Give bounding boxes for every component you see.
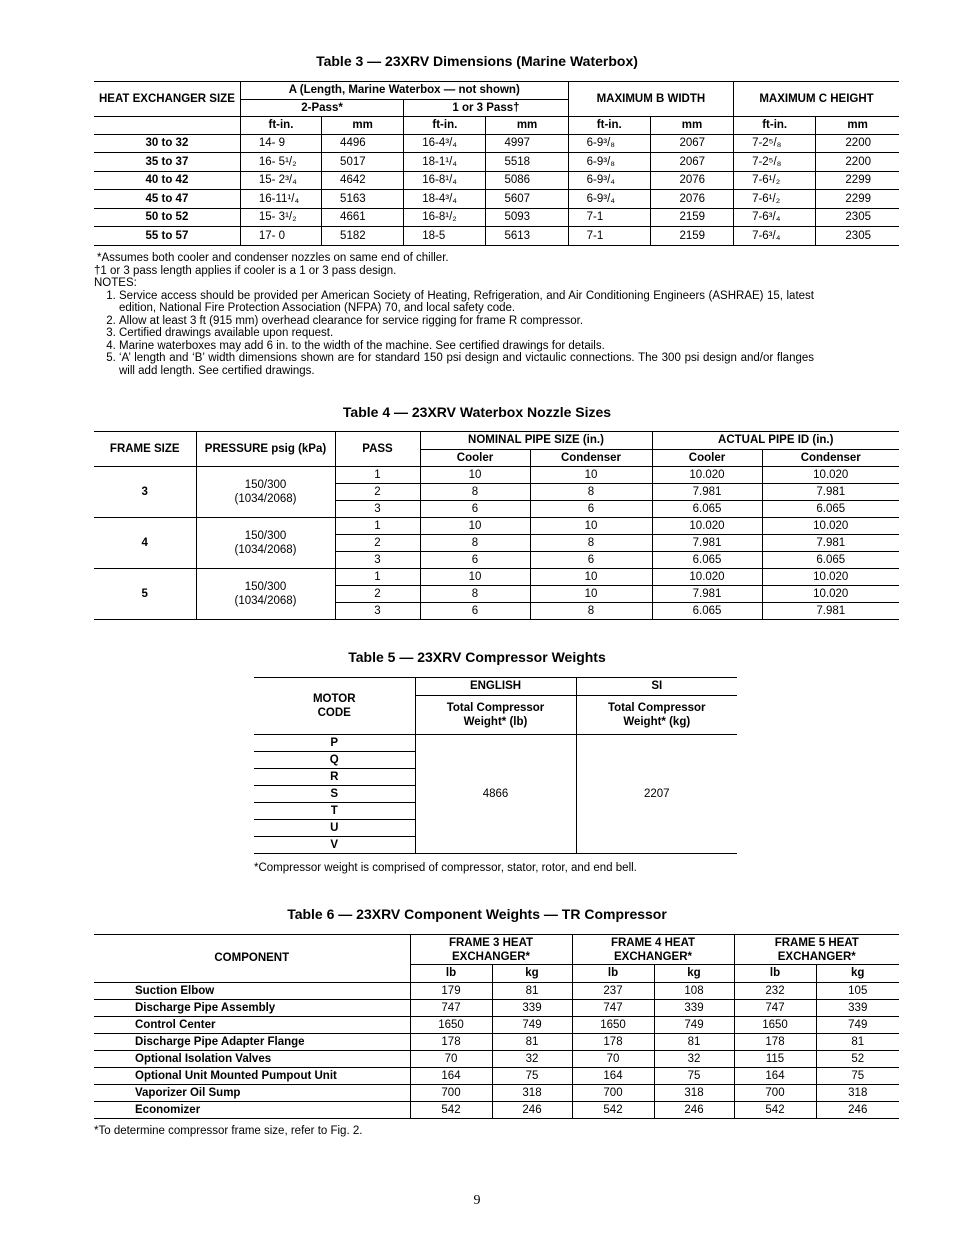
f4-kg-cell: 108	[654, 982, 734, 999]
f4-lb-cell: 178	[572, 1033, 654, 1050]
header-heat-exchanger-size: HEAT EXCHANGER SIZE	[98, 93, 235, 105]
component-name-cell: Discharge Pipe Assembly	[94, 999, 410, 1016]
pressure-psig: 150/300	[244, 479, 287, 491]
a13-ftin-cell: 16-8¹/₄	[404, 171, 486, 190]
c-mm-cell: 2200	[816, 153, 899, 172]
header-mm: mm	[486, 117, 568, 135]
pass-cell: 2	[335, 586, 420, 603]
motor-code-cell: R	[254, 768, 415, 785]
header-actual-condenser: Condenser	[762, 449, 899, 467]
table-row	[94, 518, 899, 535]
a2-mm-cell: 4496	[322, 134, 404, 153]
weight-lb-cell: 4866	[415, 734, 576, 853]
nominal-condenser-cell: 10	[530, 586, 652, 603]
f3-lb-cell: 700	[410, 1084, 492, 1101]
table-row	[94, 171, 899, 190]
table-row	[94, 1101, 899, 1118]
f4-kg-cell: 246	[654, 1101, 734, 1118]
c-mm-cell: 2305	[816, 208, 899, 227]
header-actual-cooler: Cooler	[652, 449, 762, 467]
f5-lb-cell: 747	[734, 999, 816, 1016]
f5-lb-cell: 1650	[734, 1016, 816, 1033]
header-nominal-cooler: Cooler	[420, 449, 530, 467]
component-name-cell: Discharge Pipe Adapter Flange	[94, 1033, 410, 1050]
f3-kg-cell: 339	[492, 999, 572, 1016]
header-pass: PASS	[335, 432, 420, 467]
size-cell: 30 to 32	[94, 134, 240, 153]
f4-lb-cell: 70	[572, 1050, 654, 1067]
nominal-cooler-cell: 8	[420, 484, 530, 501]
a2-mm-cell: 5182	[322, 227, 404, 246]
header-nominal-condenser: Condenser	[530, 449, 652, 467]
header-actual-pipe-id: ACTUAL PIPE ID (in.)	[652, 432, 899, 450]
actual-condenser-cell: 10.020	[762, 518, 899, 535]
pass-cell: 3	[335, 552, 420, 569]
a2-ftin-cell: 16-11¹/₄	[240, 190, 321, 209]
size-cell: 45 to 47	[94, 190, 240, 209]
header-mm: mm	[816, 117, 899, 135]
pressure-kpa: (1034/2068)	[234, 544, 297, 556]
actual-cooler-cell: 7.981	[652, 484, 762, 501]
pressure-cell	[196, 518, 335, 569]
actual-condenser-cell: 10.020	[762, 569, 899, 586]
nominal-condenser-cell: 6	[530, 501, 652, 518]
f3-lb-cell: 70	[410, 1050, 492, 1067]
frame-size-cell: 5	[141, 588, 148, 600]
size-cell: 40 to 42	[94, 171, 240, 190]
table-row	[94, 467, 899, 484]
motor-code-cell: U	[254, 819, 415, 836]
c-ftin-cell: 7-2⁵/₈	[734, 134, 816, 153]
nominal-condenser-cell: 10	[530, 569, 652, 586]
f5-kg-cell: 105	[816, 982, 899, 999]
nominal-condenser-cell: 10	[530, 518, 652, 535]
b-ftin-cell: 7-1	[568, 227, 650, 246]
header-frame4	[572, 935, 734, 965]
motor-code-cell: S	[254, 785, 415, 802]
header-max-b-width: MAXIMUM B WIDTH	[568, 82, 733, 117]
motor-code-cell: T	[254, 802, 415, 819]
header-a-length: A (Length, Marine Waterbox — not shown)	[240, 82, 568, 100]
b-mm-cell: 2076	[650, 190, 733, 209]
c-mm-cell: 2299	[816, 171, 899, 190]
a2-mm-cell: 5017	[322, 153, 404, 172]
f4-lb-cell: 542	[572, 1101, 654, 1118]
table-row	[94, 227, 899, 246]
notes-label: NOTES:	[94, 277, 137, 289]
f3-kg-cell: 75	[492, 1067, 572, 1084]
motor-code-label: MOTOR CODE	[312, 692, 356, 719]
table-row	[94, 1084, 899, 1101]
header-si-weight	[576, 695, 737, 734]
table5-compressor-weights	[254, 677, 737, 854]
table-row	[94, 1050, 899, 1067]
f3-kg-cell: 81	[492, 982, 572, 999]
table4-title: Table 4 — 23XRV Waterbox Nozzle Sizes	[342, 404, 612, 420]
page-number: 9	[473, 1193, 481, 1208]
c-ftin-cell: 7-6³/₄	[734, 227, 816, 246]
c-mm-cell: 2305	[816, 227, 899, 246]
header-kg: kg	[492, 965, 572, 983]
b-mm-cell: 2159	[650, 208, 733, 227]
a13-ftin-cell: 16-4³/₄	[404, 134, 486, 153]
motor-code-cell: Q	[254, 751, 415, 768]
f3-lb-cell: 164	[410, 1067, 492, 1084]
nominal-condenser-cell: 6	[530, 552, 652, 569]
actual-cooler-cell: 7.981	[652, 535, 762, 552]
header-frame-size: FRAME SIZE	[94, 432, 196, 467]
f3-kg-cell: 318	[492, 1084, 572, 1101]
a2-mm-cell: 4661	[322, 208, 404, 227]
f3-kg-cell: 246	[492, 1101, 572, 1118]
header-nominal-pipe-size: NOMINAL PIPE SIZE (in.)	[420, 432, 652, 450]
header-frame5	[734, 935, 899, 965]
f5-lb-cell: 700	[734, 1084, 816, 1101]
c-mm-cell: 2200	[816, 134, 899, 153]
note-item: 3. Certified drawings available upon request.	[119, 327, 814, 340]
motor-code-cell: P	[254, 734, 415, 751]
actual-cooler-cell: 10.020	[652, 569, 762, 586]
header-one-or-three-pass: 1 or 3 Pass†	[404, 99, 568, 117]
note-item: 4. Marine waterboxes may add 6 in. to the width of the machine. See certified drawings for details.	[119, 340, 814, 353]
header-ft-in: ft-in.	[404, 117, 486, 135]
pass-cell: 3	[335, 501, 420, 518]
f5-lb-cell: 115	[734, 1050, 816, 1067]
a13-mm-cell: 5607	[486, 190, 568, 209]
header-kg: kg	[654, 965, 734, 983]
header-lb: lb	[410, 965, 492, 983]
header-lb: lb	[734, 965, 816, 983]
pressure-cell	[196, 569, 335, 620]
pressure-kpa: (1034/2068)	[234, 493, 297, 505]
header-motor-code	[254, 678, 415, 735]
f3-kg-cell: 749	[492, 1016, 572, 1033]
nominal-cooler-cell: 6	[420, 501, 530, 518]
table6-footnote: *To determine compressor frame size, refer to Fig. 2.	[94, 1125, 363, 1137]
a13-ftin-cell: 18-4³/₄	[404, 190, 486, 209]
a2-ftin-cell: 14- 9	[240, 134, 321, 153]
actual-cooler-cell: 6.065	[652, 552, 762, 569]
table-row	[94, 190, 899, 209]
f4-kg-cell: 32	[654, 1050, 734, 1067]
f4-lb-cell: 700	[572, 1084, 654, 1101]
header-mm: mm	[322, 117, 404, 135]
table3-dimensions	[94, 81, 899, 246]
pass-cell: 1	[335, 467, 420, 484]
table-row	[94, 1033, 899, 1050]
a2-mm-cell: 5163	[322, 190, 404, 209]
component-name-cell: Optional Isolation Valves	[94, 1050, 410, 1067]
b-mm-cell: 2076	[650, 171, 733, 190]
b-ftin-cell: 6-9³/₈	[568, 153, 650, 172]
f5-lb-cell: 178	[734, 1033, 816, 1050]
header-english: ENGLISH	[415, 678, 576, 696]
motor-code-cell: V	[330, 838, 339, 851]
table3-footnote-2: †1 or 3 pass length applies if cooler is a 1 or 3 pass design.	[94, 264, 397, 277]
actual-condenser-cell: 7.981	[762, 535, 899, 552]
size-cell: 35 to 37	[94, 153, 240, 172]
component-name-cell: Control Center	[94, 1016, 410, 1033]
header-mm: mm	[650, 117, 733, 135]
note-item: 2. Allow at least 3 ft (915 mm) overhead clearance for service rigging for frame R compressor.	[119, 315, 814, 328]
actual-cooler-cell: 10.020	[652, 467, 762, 484]
pressure-kpa: (1034/2068)	[234, 595, 297, 607]
header-ft-in: ft-in.	[568, 117, 650, 135]
c-ftin-cell: 7-6³/₄	[734, 208, 816, 227]
header-lb: lb	[572, 965, 654, 983]
nominal-cooler-cell: 8	[420, 586, 530, 603]
a13-mm-cell: 5086	[486, 171, 568, 190]
table3-footnote-1: *Assumes both cooler and condenser nozzles on same end of chiller.	[97, 252, 449, 264]
table6-component-weights	[94, 934, 899, 1119]
f5-kg-cell: 749	[816, 1016, 899, 1033]
pass-cell: 1	[335, 569, 420, 586]
f4-kg-cell: 749	[654, 1016, 734, 1033]
actual-cooler-cell: 6.065	[652, 501, 762, 518]
a13-ftin-cell: 18-1¹/₄	[404, 153, 486, 172]
f3-lb-cell: 1650	[410, 1016, 492, 1033]
a2-ftin-cell: 15- 3¹/₂	[240, 208, 321, 227]
b-mm-cell: 2159	[650, 227, 733, 246]
c-ftin-cell: 7-2⁵/₈	[734, 153, 816, 172]
component-name-cell: Vaporizer Oil Sump	[94, 1084, 410, 1101]
pass-cell: 2	[335, 484, 420, 501]
table-row	[94, 1067, 899, 1084]
header-two-pass: 2-Pass*	[240, 99, 403, 117]
frame-size-cell: 3	[94, 467, 196, 518]
f3-lb-cell: 178	[410, 1033, 492, 1050]
actual-cooler-cell: 10.020	[652, 518, 762, 535]
table-row	[94, 569, 899, 586]
actual-condenser-cell: 7.981	[762, 603, 899, 620]
frame-size-cell: 4	[94, 518, 196, 569]
pass-cell: 3	[335, 603, 420, 620]
table-row	[94, 208, 899, 227]
actual-cooler-cell: 6.065	[652, 603, 762, 620]
header-frame3	[410, 935, 572, 965]
f4-lb-cell: 1650	[572, 1016, 654, 1033]
a13-ftin-cell: 18-5	[404, 227, 486, 246]
nominal-condenser-cell: 8	[530, 535, 652, 552]
b-ftin-cell: 6-9³/₄	[568, 190, 650, 209]
f3-kg-cell: 32	[492, 1050, 572, 1067]
table3-notes	[94, 252, 814, 377]
header-pressure: PRESSURE psig (kPa)	[196, 432, 335, 467]
f4-kg-cell: 318	[654, 1084, 734, 1101]
nominal-condenser-cell: 10	[530, 467, 652, 484]
english-weight-label: Total Compressor Weight* (lb)	[446, 701, 545, 728]
c-ftin-cell: 7-6¹/₂	[734, 171, 816, 190]
nominal-cooler-cell: 6	[420, 603, 530, 620]
table-row	[94, 999, 899, 1016]
table3-title: Table 3 — 23XRV Dimensions (Marine Waterbox)	[316, 53, 638, 69]
b-mm-cell: 2067	[650, 153, 733, 172]
c-ftin-cell: 7-6¹/₂	[734, 190, 816, 209]
c-mm-cell: 2299	[816, 190, 899, 209]
size-cell: 50 to 52	[94, 208, 240, 227]
table-row	[94, 1016, 899, 1033]
table5-footnote: *Compressor weight is comprised of compressor, stator, rotor, and end bell.	[254, 862, 637, 874]
table6-title: Table 6 — 23XRV Component Weights — TR Compressor	[287, 906, 667, 922]
f5-kg-cell: 81	[816, 1033, 899, 1050]
f3-lb-cell: 747	[410, 999, 492, 1016]
a2-mm-cell: 4642	[322, 171, 404, 190]
f4-kg-cell: 339	[654, 999, 734, 1016]
component-name-cell: Optional Unit Mounted Pumpout Unit	[94, 1067, 410, 1084]
nominal-condenser-cell: 8	[530, 603, 652, 620]
a2-ftin-cell: 15- 2³/₄	[240, 171, 321, 190]
table4-nozzle-sizes	[94, 431, 899, 620]
f5-kg-cell: 52	[816, 1050, 899, 1067]
nominal-condenser-cell: 8	[530, 484, 652, 501]
f5-kg-cell: 75	[816, 1067, 899, 1084]
header-english-weight	[415, 695, 576, 734]
pressure-cell	[196, 467, 335, 518]
f5-lb-cell: 232	[734, 982, 816, 999]
f5-lb-cell: 164	[734, 1067, 816, 1084]
notes-list	[94, 290, 814, 378]
nominal-cooler-cell: 10	[420, 569, 530, 586]
b-ftin-cell: 6-9³/₈	[568, 134, 650, 153]
table-row	[94, 982, 899, 999]
f4-kg-cell: 75	[654, 1067, 734, 1084]
frame4-label: FRAME 4 HEAT EXCHANGER*	[610, 936, 696, 963]
frame3-label: FRAME 3 HEAT EXCHANGER*	[448, 936, 534, 963]
pass-cell: 2	[335, 535, 420, 552]
nominal-cooler-cell: 8	[420, 535, 530, 552]
header-si: SI	[576, 678, 737, 696]
b-ftin-cell: 6-9³/₄	[568, 171, 650, 190]
a13-ftin-cell: 16-8¹/₂	[404, 208, 486, 227]
nominal-cooler-cell: 6	[420, 552, 530, 569]
f4-lb-cell: 747	[572, 999, 654, 1016]
note-item: 1. Service access should be provided per American Society of Heating, Refrigeration, and Air Conditioning Engineers (ASHRAE) 15, latest edition, National Fire Protection Association (NFPA) 70, and local safety code.	[119, 290, 814, 315]
f4-lb-cell: 237	[572, 982, 654, 999]
f3-kg-cell: 81	[492, 1033, 572, 1050]
f3-lb-cell: 179	[410, 982, 492, 999]
nominal-cooler-cell: 10	[420, 467, 530, 484]
f5-kg-cell: 246	[816, 1101, 899, 1118]
pressure-psig: 150/300	[244, 530, 287, 542]
f4-kg-cell: 81	[654, 1033, 734, 1050]
header-blank	[94, 117, 240, 135]
a2-ftin-cell: 17- 0	[240, 227, 321, 246]
table-row	[94, 134, 899, 153]
header-ft-in: ft-in.	[240, 117, 321, 135]
header-max-c-height: MAXIMUM C HEIGHT	[734, 82, 899, 117]
table5-title: Table 5 — 23XRV Compressor Weights	[348, 649, 606, 665]
f5-kg-cell: 318	[816, 1084, 899, 1101]
actual-condenser-cell: 6.065	[762, 552, 899, 569]
table-row	[94, 153, 899, 172]
header-ft-in: ft-in.	[734, 117, 816, 135]
f3-lb-cell: 542	[410, 1101, 492, 1118]
a13-mm-cell: 5518	[486, 153, 568, 172]
nominal-cooler-cell: 10	[420, 518, 530, 535]
header-component: COMPONENT	[94, 935, 410, 983]
component-name-cell: Suction Elbow	[94, 982, 410, 999]
table-row	[254, 734, 737, 751]
component-name-cell: Economizer	[135, 1103, 201, 1116]
pass-cell: 1	[335, 518, 420, 535]
f5-kg-cell: 339	[816, 999, 899, 1016]
weight-kg-cell: 2207	[576, 734, 737, 853]
actual-condenser-cell: 7.981	[762, 484, 899, 501]
actual-condenser-cell: 10.020	[762, 467, 899, 484]
f4-lb-cell: 164	[572, 1067, 654, 1084]
size-cell: 55 to 57	[145, 229, 189, 242]
a13-mm-cell: 5613	[486, 227, 568, 246]
a13-mm-cell: 4997	[486, 134, 568, 153]
pressure-psig: 150/300	[244, 581, 287, 593]
si-weight-label: Total Compressor Weight* (kg)	[607, 701, 706, 728]
b-ftin-cell: 7-1	[568, 208, 650, 227]
actual-cooler-cell: 7.981	[652, 586, 762, 603]
a13-mm-cell: 5093	[486, 208, 568, 227]
b-mm-cell: 2067	[650, 134, 733, 153]
f5-lb-cell: 542	[734, 1101, 816, 1118]
actual-condenser-cell: 6.065	[762, 501, 899, 518]
a2-ftin-cell: 16- 5¹/₂	[240, 153, 321, 172]
frame5-label: FRAME 5 HEAT EXCHANGER*	[774, 936, 859, 963]
header-kg: kg	[816, 965, 899, 983]
actual-condenser-cell: 10.020	[762, 586, 899, 603]
note-item: 5. ‘A’ length and ‘B’ width dimensions shown are for standard 150 psi design and victaulic connections. The 300 psi design and/or flanges will add length. See certified drawings.	[119, 352, 814, 377]
